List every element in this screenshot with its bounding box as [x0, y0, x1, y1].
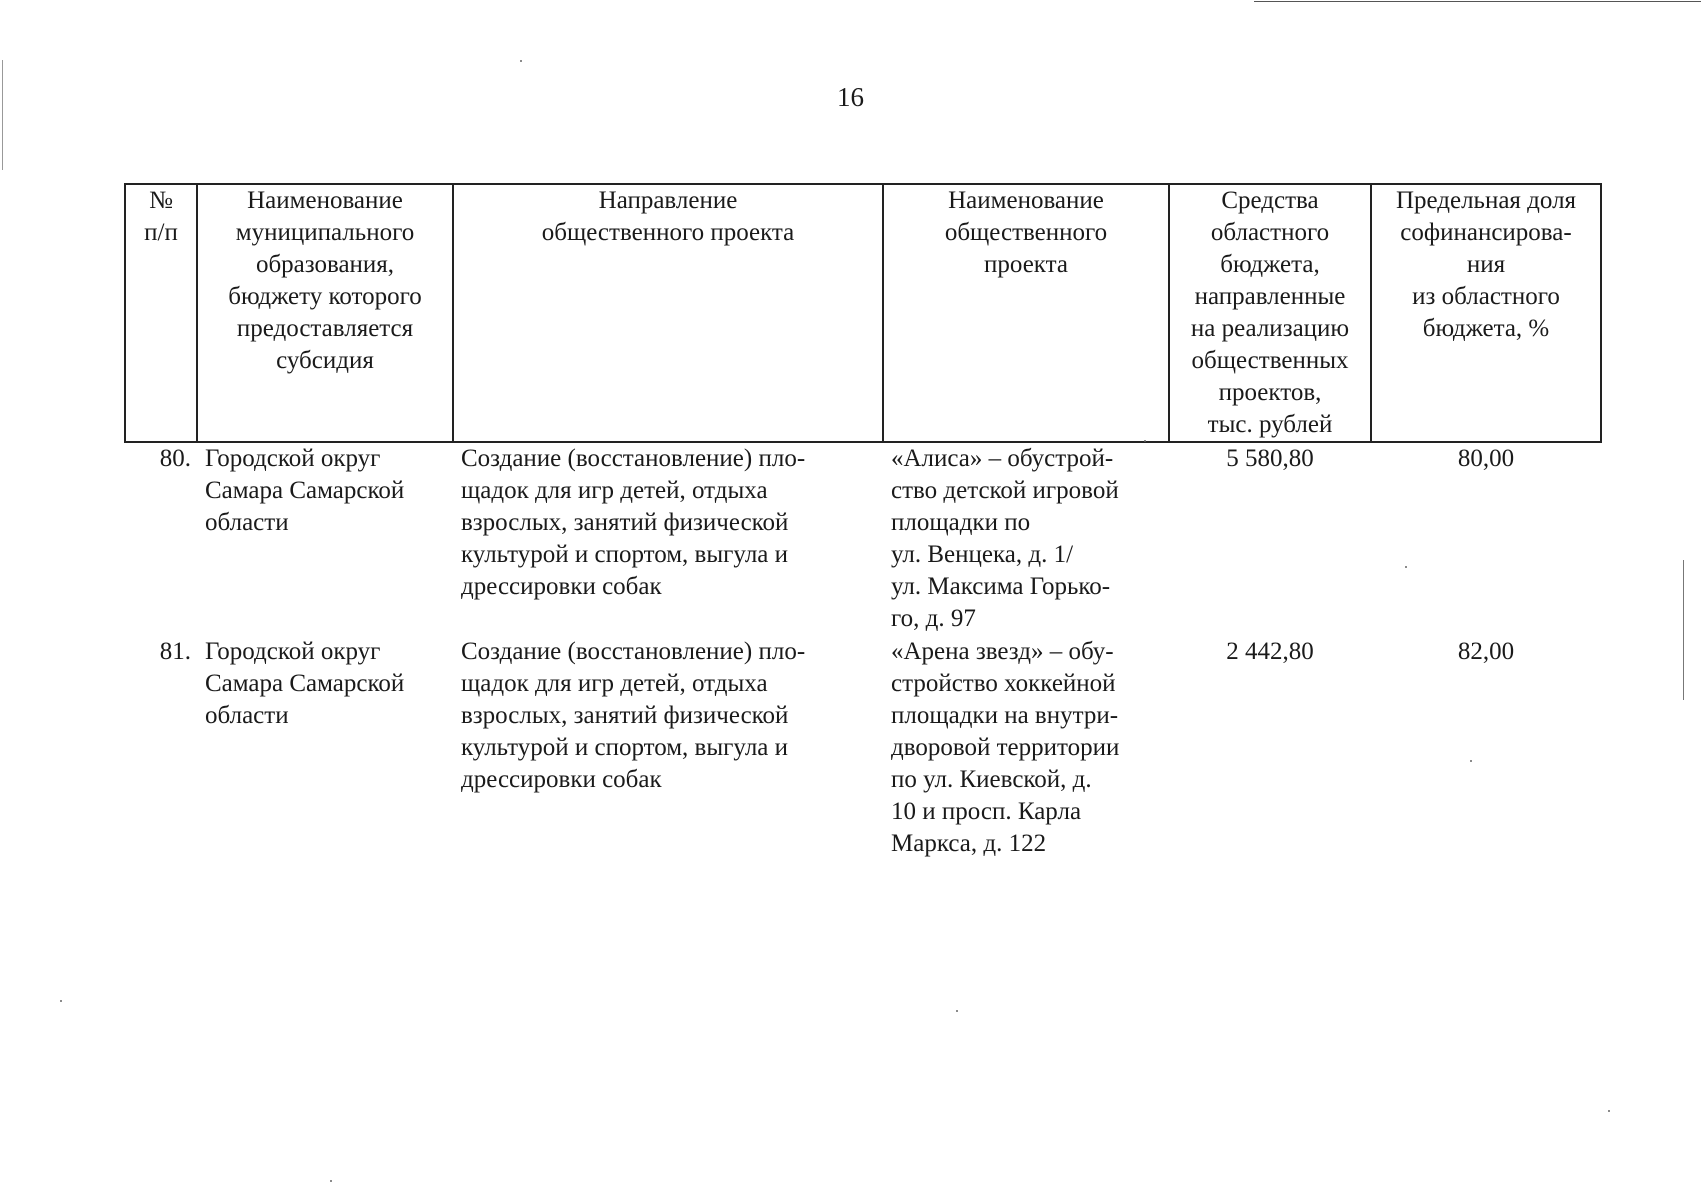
table-row: [125, 442, 1601, 636]
municipality-cell: Городской округ Самара Самарской области: [205, 638, 405, 729]
table-row: [125, 636, 1601, 860]
scan-speck: [330, 1180, 332, 1182]
scan-edge-line: [1683, 560, 1684, 700]
row-number: 80.: [159, 445, 191, 472]
header-project: Наименование общественного проекта: [883, 184, 1169, 442]
scan-speck: [60, 1000, 62, 1002]
scan-speck: [1608, 1110, 1610, 1112]
header-share: Предельная доля софинансирова- ния из областного бюджета, %: [1371, 184, 1601, 442]
row-number: 81.: [159, 638, 191, 665]
subsidy-table: [124, 183, 1602, 860]
scan-edge-line: [2, 60, 3, 170]
scan-speck: [520, 60, 522, 62]
scan-speck: [1144, 440, 1146, 442]
share-cell: 80,00: [1457, 445, 1515, 472]
scan-edge-line: [1254, 1, 1701, 2]
scan-speck: [1470, 760, 1472, 762]
municipality-cell: Городской округ Самара Самарской области: [205, 445, 405, 536]
table-header-row: [125, 184, 1601, 442]
direction-cell: Создание (восстановление) пло- щадок для игр детей, отдыха взрослых, занятий физической культурой и спортом, выгула и дрессировки собак: [461, 638, 806, 793]
header-funds: Средства областного бюджета, направленные на реализацию общественных проектов, тыс. рублей: [1169, 184, 1371, 442]
scan-speck: [1405, 566, 1407, 568]
page-number: 16: [837, 82, 864, 112]
scan-speck: [956, 1010, 958, 1012]
funds-cell: 2 442,80: [1226, 638, 1314, 665]
project-cell: «Алиса» – обустрой- ство детской игровой площадки по ул. Венцека, д. 1/ ул. Максима Горько- го, д. 97: [891, 445, 1119, 632]
project-cell: «Арена звезд» – обу- стройство хоккейной площадки на внутри- дворовой территории по ул. Киевской, д. 10 и просп. Карла Маркса, д. 122: [891, 638, 1120, 857]
header-municipality: Наименование муниципального образования, бюджету которого предоставляется субсидия: [197, 184, 453, 442]
funds-cell: 5 580,80: [1226, 445, 1314, 472]
header-direction: Направление общественного проекта: [453, 184, 883, 442]
direction-cell: Создание (восстановление) пло- щадок для игр детей, отдыха взрослых, занятий физической культурой и спортом, выгула и дрессировки собак: [461, 445, 806, 600]
header-number: № п/п: [125, 184, 197, 442]
share-cell: 82,00: [1457, 638, 1515, 665]
